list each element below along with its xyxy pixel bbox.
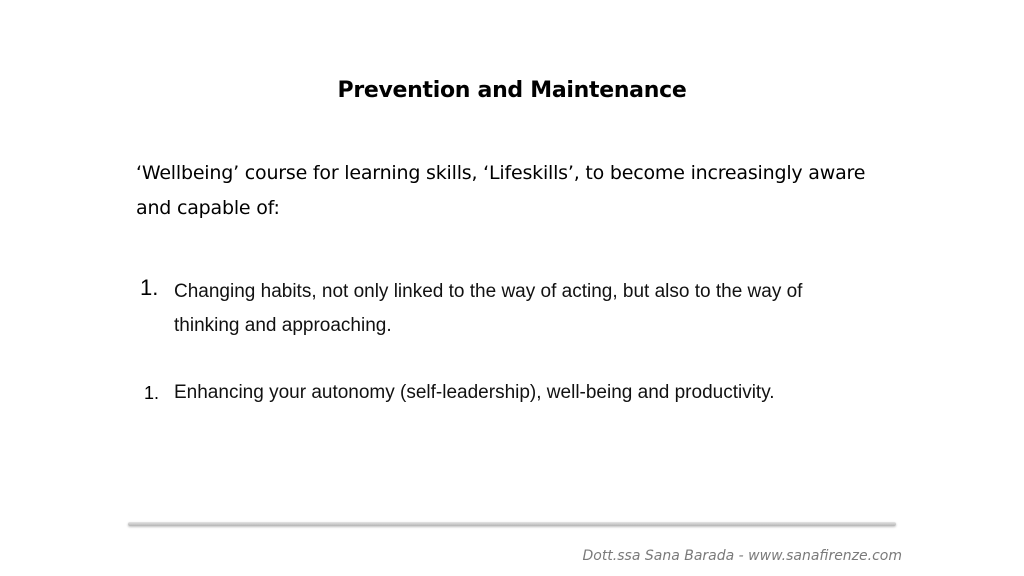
intro-paragraph: ‘Wellbeing’ course for learning skills, ‘Lifeskills’, to become increasingly aware and capable of: — [136, 162, 866, 219]
list-item-number: 1. — [140, 275, 159, 300]
list-item — [140, 273, 860, 343]
footer-divider — [128, 522, 896, 526]
list-item — [140, 378, 900, 408]
list-item-text: Enhancing your autonomy (self-leadership), well-being and productivity. — [174, 382, 775, 403]
slide-title: Prevention and Maintenance — [337, 78, 687, 103]
list-item-text: Changing habits, not only linked to the way of acting, but also to the way of thinking and approaching. — [174, 281, 803, 336]
list-item-number: 1. — [144, 383, 160, 403]
footer-credit: Dott.ssa Sana Barada - www.sanafirenze.com — [582, 548, 902, 564]
